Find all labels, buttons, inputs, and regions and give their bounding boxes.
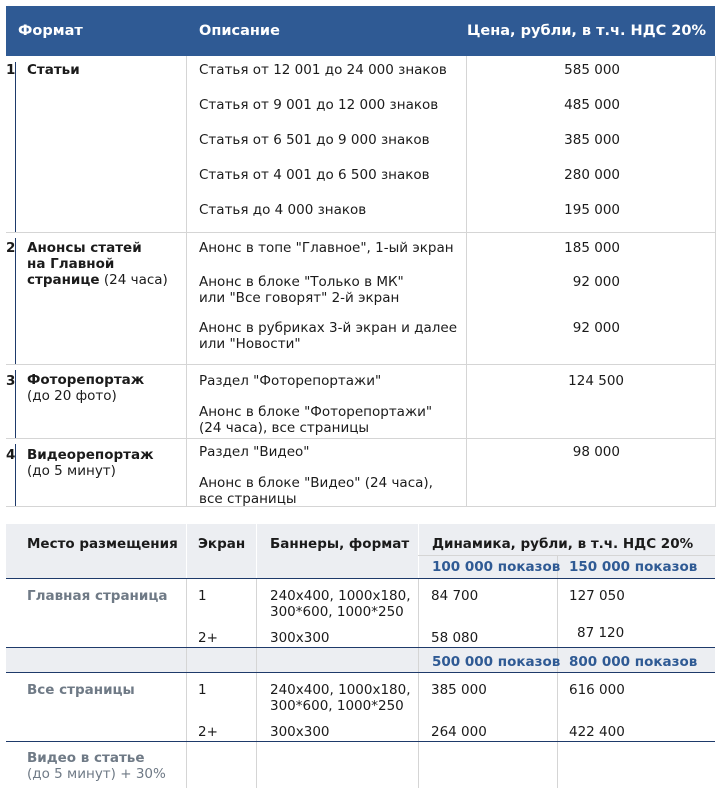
price: 485 000 bbox=[564, 97, 620, 113]
placement-name: Видео в статье bbox=[27, 750, 145, 766]
row-indicator bbox=[15, 62, 16, 232]
format-name: (до 20 фото) bbox=[27, 388, 117, 404]
description: или "Все говорят" 2-й экран bbox=[199, 290, 400, 306]
table2-col-divider bbox=[256, 579, 257, 788]
table2-rule bbox=[6, 741, 715, 742]
description: все страницы bbox=[199, 491, 297, 507]
table2-col-divider bbox=[186, 579, 187, 788]
price: 92 000 bbox=[572, 274, 620, 290]
placement-name: Главная страница bbox=[27, 588, 168, 604]
row-divider bbox=[6, 364, 715, 365]
banner-format: 240x400, 1000x180, bbox=[270, 682, 411, 698]
description: Раздел "Видео" bbox=[199, 444, 310, 460]
col-description-header: Описание bbox=[199, 23, 280, 39]
impressions-header: 800 000 показов bbox=[569, 654, 698, 670]
row-divider bbox=[6, 506, 715, 507]
description: (24 часа), все страницы bbox=[199, 420, 370, 436]
price: 98 000 bbox=[572, 444, 620, 460]
description: Анонс в топе "Главное", 1-ый экран bbox=[199, 240, 454, 256]
banner-format: 300x300 bbox=[270, 724, 330, 740]
dynamics-subdivider bbox=[418, 555, 715, 556]
row-number: 4 bbox=[6, 447, 16, 463]
row-number: 2 bbox=[6, 240, 16, 256]
price: 385 000 bbox=[431, 682, 487, 698]
table2-rule bbox=[6, 672, 715, 673]
description: Раздел "Фоторепортажи" bbox=[199, 373, 382, 389]
price: 87 120 bbox=[577, 625, 625, 641]
price: 84 700 bbox=[431, 588, 479, 604]
screen-value: 1 bbox=[198, 682, 207, 698]
screen-value: 2+ bbox=[198, 630, 218, 646]
banner-format: 240x400, 1000x180, bbox=[270, 588, 411, 604]
price: 92 000 bbox=[572, 320, 620, 336]
price: 58 080 bbox=[431, 630, 479, 646]
description: Статья от 9 001 до 12 000 знаков bbox=[199, 97, 439, 113]
row-indicator bbox=[15, 238, 16, 364]
description: Анонс в блоке "Фоторепортажи" bbox=[199, 404, 433, 420]
description: или "Новости" bbox=[199, 336, 301, 352]
price: 385 000 bbox=[564, 132, 620, 148]
col-format-header: Формат bbox=[18, 23, 83, 39]
col-price-header: Цена, рубли, в т.ч. НДС 20% bbox=[466, 23, 706, 39]
placement-name: Все страницы bbox=[27, 682, 135, 698]
description: Статья от 4 001 до 6 500 знаков bbox=[199, 167, 430, 183]
table1-col-divider bbox=[466, 56, 467, 507]
price: 280 000 bbox=[564, 167, 620, 183]
table2-rule bbox=[6, 578, 715, 579]
impressions-header: 150 000 показов bbox=[569, 559, 698, 575]
format-name: на Главной bbox=[27, 256, 115, 272]
description: Статья до 4 000 знаков bbox=[199, 202, 367, 218]
row-divider bbox=[6, 438, 715, 439]
screen-value: 1 bbox=[198, 588, 207, 604]
format-name: Статьи bbox=[27, 62, 80, 78]
table2-col-divider bbox=[418, 579, 419, 788]
format-name: Фоторепортаж bbox=[27, 372, 145, 388]
price: 124 500 bbox=[568, 373, 624, 389]
banner-format: 300x300 bbox=[270, 630, 330, 646]
banner-format: 300*600, 1000*250 bbox=[270, 604, 404, 620]
impressions-header: 100 000 показов bbox=[432, 559, 561, 575]
banner-format: 300*600, 1000*250 bbox=[270, 698, 404, 714]
table1-right-border bbox=[715, 56, 716, 507]
col-banners-header: Баннеры, формат bbox=[270, 536, 410, 552]
col-placement-header: Место размещения bbox=[27, 536, 178, 552]
row-divider bbox=[6, 232, 715, 233]
description: Анонс в блоке "Только в МК" bbox=[199, 274, 404, 290]
row-number: 3 bbox=[6, 373, 16, 389]
price: 422 400 bbox=[569, 724, 625, 740]
price: 585 000 bbox=[564, 62, 620, 78]
table1-header bbox=[6, 6, 715, 56]
format-name: Видеорепортаж bbox=[27, 447, 154, 463]
col-screen-header: Экран bbox=[198, 536, 246, 552]
price: 616 000 bbox=[569, 682, 625, 698]
table1-col-divider bbox=[186, 56, 187, 507]
table2-rule bbox=[6, 647, 715, 648]
description: Анонс в блоке "Видео" (24 часа), bbox=[199, 475, 433, 491]
price: 195 000 bbox=[564, 202, 620, 218]
screen-value: 2+ bbox=[198, 724, 218, 740]
col-dynamics-header: Динамика, рубли, в т.ч. НДС 20% bbox=[432, 536, 694, 552]
description: Статья от 6 501 до 9 000 знаков bbox=[199, 132, 430, 148]
format-name: странице (24 часа) bbox=[27, 272, 168, 288]
price: 127 050 bbox=[569, 588, 625, 604]
price: 185 000 bbox=[564, 240, 620, 256]
price: 264 000 bbox=[431, 724, 487, 740]
row-number: 1 bbox=[6, 62, 16, 78]
format-name: (до 5 минут) bbox=[27, 463, 116, 479]
format-name: Анонсы статей bbox=[27, 240, 142, 256]
description: Анонс в рубриках 3-й экран и далее bbox=[199, 320, 458, 336]
placement-note: (до 5 минут) + 30% bbox=[27, 766, 166, 782]
impressions-header: 500 000 показов bbox=[432, 654, 561, 670]
description: Статья от 12 001 до 24 000 знаков bbox=[199, 62, 447, 78]
